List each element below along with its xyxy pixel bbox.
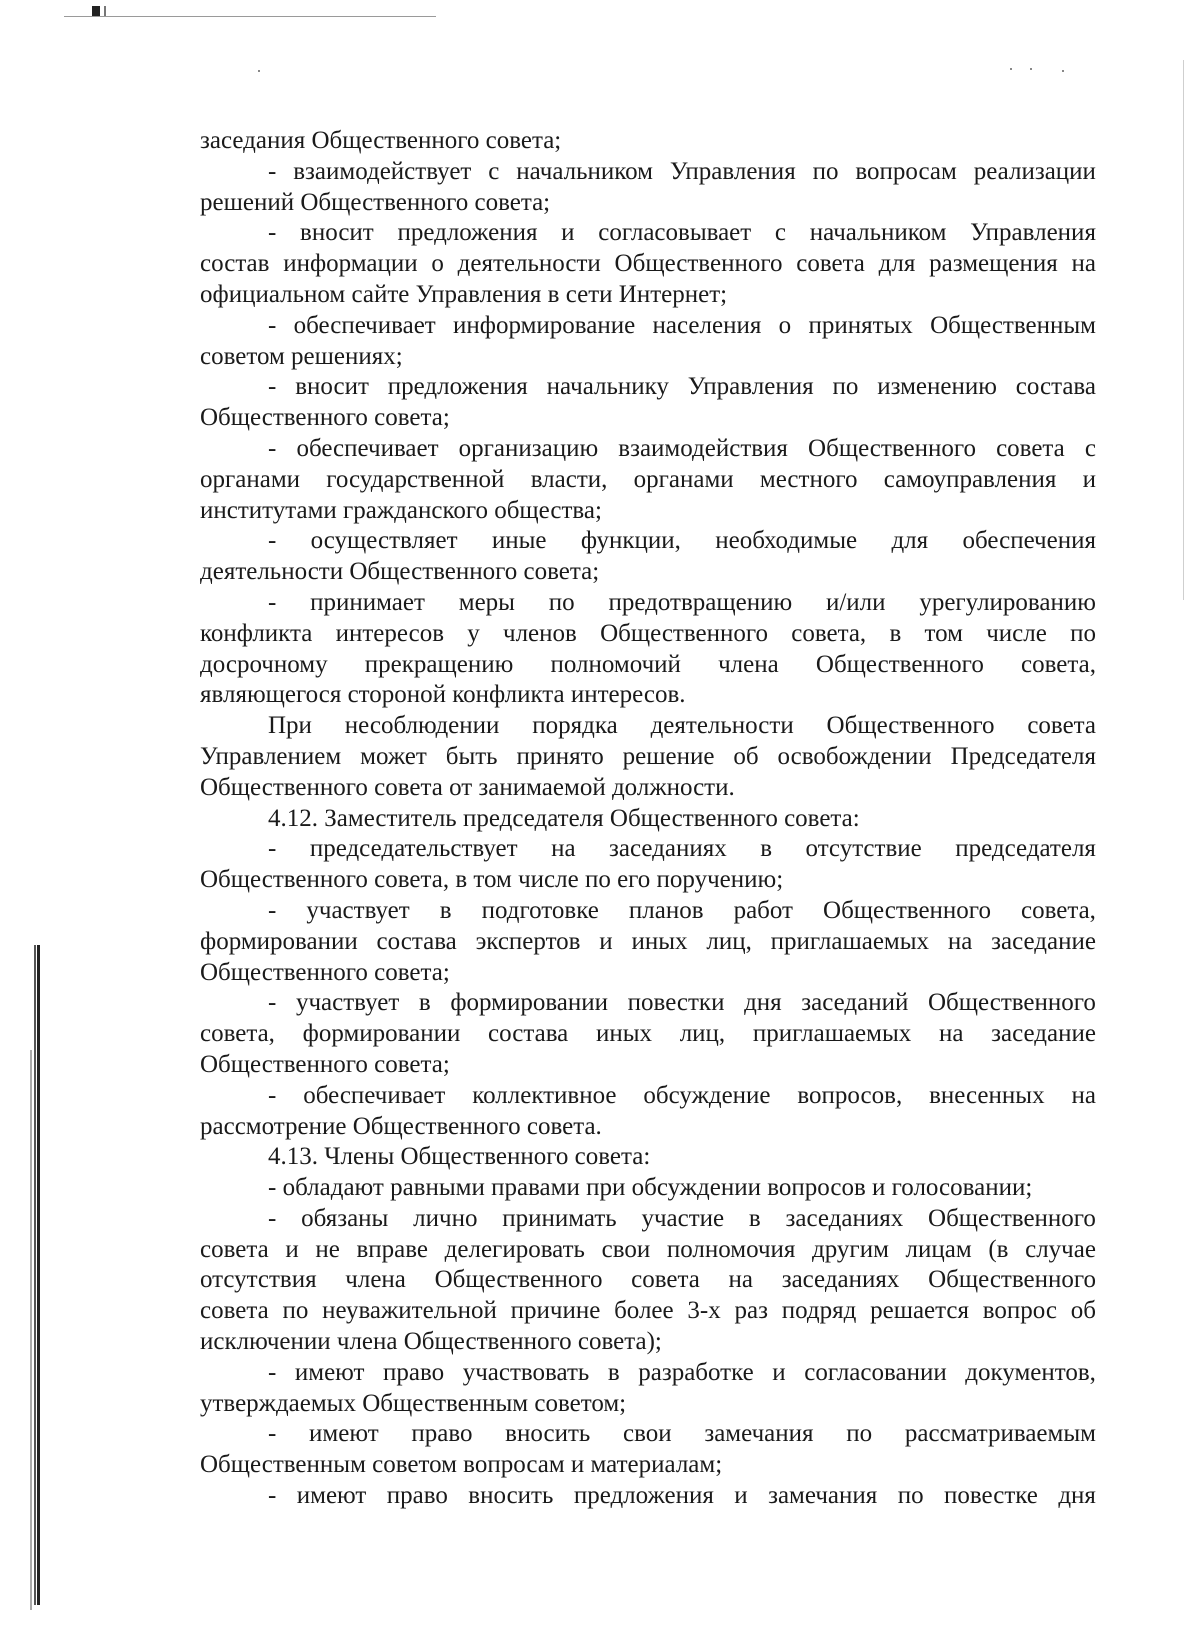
word: свои — [601, 1235, 651, 1263]
word: о — [778, 311, 792, 339]
word: иных — [631, 927, 688, 955]
word: члена — [345, 1266, 406, 1294]
word: Управления — [669, 157, 796, 185]
word: рассматриваемым — [904, 1420, 1096, 1448]
word: заседаниях — [609, 835, 727, 863]
text-line: утверждаемых Общественным советом; — [200, 1389, 627, 1417]
word: и — [1082, 465, 1096, 493]
word: меры — [458, 588, 515, 616]
word: работ — [733, 896, 793, 924]
text-line — [200, 1081, 1096, 1112]
word: лиц, — [679, 1020, 726, 1048]
word: прекращению — [364, 650, 514, 678]
word: может — [360, 742, 427, 770]
scan-artifact-dot — [1062, 70, 1064, 72]
word: обеспечивает — [303, 1081, 446, 1109]
word: делегировать — [444, 1235, 585, 1263]
word: Общественного — [826, 712, 995, 740]
word: органами — [633, 465, 734, 493]
word: досрочному — [200, 650, 328, 678]
word: с — [488, 157, 500, 185]
word: 3-х — [687, 1297, 721, 1325]
word: обеспечения — [962, 527, 1096, 555]
text-line — [200, 434, 1096, 465]
word: предложения — [573, 1482, 714, 1510]
word: с — [1084, 434, 1096, 462]
word: участие — [641, 1204, 725, 1232]
text-line: 4.13. Члены Общественного совета: — [268, 1143, 651, 1171]
scan-artifact-dot — [258, 70, 260, 72]
word: совета, — [1021, 896, 1096, 924]
word: участвует — [295, 989, 400, 1017]
text-line — [200, 157, 1096, 188]
word: не — [315, 1235, 340, 1263]
text-line: 4.12. Заместитель председателя Общественного совета: — [268, 804, 860, 832]
text-line — [200, 311, 1096, 342]
word: в — [748, 1204, 761, 1232]
word: и — [599, 927, 613, 955]
word: - — [268, 1482, 277, 1510]
text-line: Общественного совета, в том числе по его поручению; — [200, 866, 784, 894]
word: планов — [628, 896, 704, 924]
text-line: исключении члена Общественного совета); — [200, 1328, 662, 1356]
word: обеспечивает — [293, 311, 436, 339]
word: решается — [870, 1297, 969, 1325]
word: информации — [283, 250, 418, 278]
word: внесенных — [929, 1081, 1045, 1109]
text-line — [200, 1419, 1096, 1450]
text-line — [200, 372, 1096, 403]
text-line: решений Общественного совета; — [200, 188, 551, 216]
word: о — [431, 250, 444, 278]
word: случае — [1025, 1235, 1096, 1263]
word: раз — [734, 1297, 768, 1325]
word: - — [268, 835, 277, 863]
word: с — [774, 219, 787, 247]
word: государственной — [326, 465, 505, 493]
word: состава — [1015, 373, 1096, 401]
word: вносить — [505, 1420, 591, 1448]
word: об — [733, 742, 759, 770]
word: председательствует — [309, 835, 518, 863]
text-line — [200, 711, 1096, 742]
word: принято — [516, 742, 604, 770]
word: и — [734, 1482, 748, 1510]
word: Общественного — [434, 1266, 603, 1294]
word: предложения — [397, 219, 538, 247]
word: совета, — [1021, 650, 1096, 678]
word: организацию — [458, 434, 599, 462]
word: вправе — [356, 1235, 429, 1263]
word: состав — [200, 250, 270, 278]
word: власти, — [530, 465, 608, 493]
text-line: Общественного совета; — [200, 404, 450, 432]
text-line: являющегося стороной конфликта интересов. — [200, 681, 686, 709]
word: Председателя — [950, 742, 1096, 770]
word: право — [383, 1358, 445, 1386]
text-line: институтами гражданского общества; — [200, 496, 602, 524]
word: совета — [1027, 712, 1096, 740]
word: - — [268, 1358, 277, 1386]
word: в — [418, 989, 431, 1017]
word: заседание — [991, 927, 1096, 955]
word: повестки — [627, 989, 725, 1017]
word: и — [772, 1358, 786, 1386]
word: - — [268, 1081, 277, 1109]
text-line — [200, 1296, 1096, 1327]
scan-artifact-dot — [1010, 68, 1012, 70]
word: приглашаемых — [752, 1020, 912, 1048]
word: состава — [376, 927, 457, 955]
word: подготовке — [481, 896, 599, 924]
word: Общественного — [614, 250, 783, 278]
word: имеют — [296, 1482, 367, 1510]
word: имеют — [309, 1420, 379, 1448]
word: лиц, — [706, 927, 752, 955]
word: - — [268, 896, 277, 924]
word: дня — [744, 989, 782, 1017]
word: документов, — [965, 1358, 1096, 1386]
word: заседаниях — [781, 1266, 900, 1294]
word: - — [268, 311, 277, 339]
word: полномочий — [550, 650, 681, 678]
word: по — [812, 157, 839, 185]
word: конфликта — [200, 619, 313, 647]
text-line — [200, 742, 1096, 773]
word: состава — [488, 1020, 569, 1048]
word: отсутствия — [200, 1266, 317, 1294]
word: у — [467, 619, 480, 647]
word: свои — [623, 1420, 672, 1448]
word: - — [268, 527, 277, 555]
word: Общественного — [823, 896, 991, 924]
scan-artifact-binding — [34, 945, 40, 1605]
word: иные — [491, 527, 547, 555]
word: реализации — [973, 157, 1096, 185]
word: разработке — [638, 1358, 754, 1386]
text-line — [200, 650, 1096, 681]
text-line — [200, 988, 1096, 1019]
text-line — [200, 526, 1096, 557]
word: предложения — [387, 373, 528, 401]
word: на — [1071, 250, 1096, 278]
text-line — [200, 465, 1096, 496]
text-line — [200, 1358, 1096, 1389]
word: неуважительной — [322, 1297, 497, 1325]
word: вносит — [295, 373, 369, 401]
word: - — [268, 373, 277, 401]
word: на — [728, 1266, 754, 1294]
word: совета — [796, 250, 865, 278]
word: вопросов, — [797, 1081, 903, 1109]
word: в — [889, 619, 902, 647]
text-line — [200, 927, 1096, 958]
word: согласовании — [804, 1358, 947, 1386]
text-line: Общественного совета; — [200, 1050, 450, 1078]
word: причине — [510, 1297, 601, 1325]
word: на — [1071, 1081, 1096, 1109]
word: и/или — [825, 588, 886, 616]
word: совета — [996, 434, 1065, 462]
word: право — [386, 1482, 448, 1510]
word: участвует — [306, 896, 410, 924]
word: вопросам — [855, 157, 957, 185]
word: в — [760, 835, 773, 863]
word: взаимодействует — [293, 157, 472, 185]
scan-artifact-line — [64, 16, 436, 17]
text-line: - обладают равными правами при обсуждении вопросов и голосовании; — [268, 1174, 1033, 1202]
word: для — [878, 250, 916, 278]
word: обеспечивает — [296, 434, 439, 462]
word: урегулированию — [919, 588, 1096, 616]
word: принимает — [310, 588, 425, 616]
word: повестке — [944, 1482, 1038, 1510]
word: отсутствие — [805, 835, 922, 863]
word: дня — [1058, 1482, 1096, 1510]
word: (в — [988, 1235, 1009, 1263]
word: Общественного — [600, 619, 768, 647]
text-line: рассмотрение Общественного совета. — [200, 1112, 602, 1140]
scan-artifact-edge — [1183, 60, 1184, 600]
word: на — [938, 1020, 964, 1048]
text-line: деятельности Общественного совета; — [200, 558, 600, 586]
word: Общественного — [808, 434, 976, 462]
word: осуществляет — [310, 527, 458, 555]
text-line — [200, 249, 1096, 280]
word: заседаний — [801, 989, 909, 1017]
word: Общественного — [928, 1204, 1096, 1232]
word: лицам — [905, 1235, 972, 1263]
word: и — [561, 219, 575, 247]
text-line — [200, 1265, 1096, 1296]
word: Управления — [687, 373, 814, 401]
word: интересов — [335, 619, 444, 647]
word: вопрос — [982, 1297, 1057, 1325]
word: - — [268, 989, 277, 1017]
text-line — [200, 1235, 1096, 1266]
word: - — [268, 157, 277, 185]
text-line — [200, 1204, 1096, 1235]
word: местного — [759, 465, 858, 493]
word: для — [891, 527, 929, 555]
word: решение — [622, 742, 715, 770]
word: информирование — [453, 311, 636, 339]
word: заседание — [991, 1020, 1096, 1048]
word: по — [846, 1420, 873, 1448]
word: согласовывает — [598, 219, 752, 247]
word: быть — [445, 742, 498, 770]
word: Управления — [970, 219, 1096, 247]
word: об — [1070, 1297, 1096, 1325]
word: освобождении — [777, 742, 932, 770]
word: замечания — [768, 1482, 878, 1510]
text-line — [200, 896, 1096, 927]
text-line: Общественным советом вопросам и материалам; — [200, 1451, 723, 1479]
word: экспертов — [475, 927, 581, 955]
word: числе — [986, 619, 1047, 647]
word: необходимые — [715, 527, 858, 555]
word: формировании — [450, 989, 609, 1017]
word: формировании — [302, 1020, 461, 1048]
text-line: официальном сайте Управления в сети Интернет; — [200, 280, 728, 308]
word: иных — [595, 1020, 653, 1048]
word: вносит — [300, 219, 374, 247]
word: - — [268, 434, 277, 462]
text-line — [200, 619, 1096, 650]
word: приглашаемых — [770, 927, 930, 955]
scan-artifact-dot — [1030, 68, 1032, 70]
word: более — [614, 1297, 674, 1325]
word: изменению — [877, 373, 997, 401]
word: При — [268, 712, 312, 740]
word: другим — [812, 1235, 889, 1263]
word: заседаниях — [785, 1204, 904, 1232]
word: Общественного — [928, 989, 1096, 1017]
word: Общественного — [928, 1266, 1096, 1294]
word: несоблюдении — [344, 712, 500, 740]
word: органами — [200, 465, 301, 493]
word: по — [897, 1482, 924, 1510]
word: на — [947, 927, 973, 955]
word: совета — [200, 1297, 269, 1325]
word: и — [285, 1235, 299, 1263]
word: порядка — [532, 712, 618, 740]
word: по — [548, 588, 575, 616]
text-line: Общественного совета от занимаемой должности. — [200, 773, 735, 801]
word: обсуждение — [643, 1081, 771, 1109]
word: начальником — [809, 219, 947, 247]
word: начальником — [516, 157, 653, 185]
text-line — [200, 1481, 1096, 1512]
word: совета, — [200, 1020, 275, 1048]
word: размещения — [929, 250, 1058, 278]
word: - — [268, 588, 277, 616]
word: имеют — [294, 1358, 365, 1386]
word: совета — [200, 1235, 269, 1263]
text-line: заседания Общественного совета; — [200, 127, 562, 154]
word: по — [832, 373, 859, 401]
word: Управлением — [200, 742, 342, 770]
text-line — [200, 1019, 1096, 1050]
word: участвовать — [462, 1358, 590, 1386]
word: коллективное — [472, 1081, 617, 1109]
text-line — [200, 834, 1096, 865]
word: - — [268, 219, 277, 247]
word: по — [1070, 619, 1096, 647]
word: подряд — [781, 1297, 857, 1325]
word: члена — [718, 650, 779, 678]
word: полномочия — [666, 1235, 796, 1263]
word: право — [411, 1420, 473, 1448]
text-line: советом решениях; — [200, 342, 403, 370]
word: деятельности — [457, 250, 601, 278]
word: предотвращению — [608, 588, 793, 616]
word: в — [607, 1358, 620, 1386]
word: деятельности — [650, 712, 794, 740]
word: - — [268, 1204, 277, 1232]
text-line: Общественного совета; — [200, 958, 450, 986]
word: взаимодействия — [618, 434, 788, 462]
word: начальнику — [546, 373, 669, 401]
word: Общественным — [930, 311, 1096, 339]
word: принимать — [502, 1204, 617, 1232]
word: принятых — [808, 311, 913, 339]
word: самоуправления — [883, 465, 1057, 493]
word: на — [551, 835, 576, 863]
document-body — [200, 126, 1096, 1512]
word: формировании — [200, 927, 358, 955]
text-line — [200, 588, 1096, 619]
word: по — [282, 1297, 309, 1325]
word: - — [268, 1420, 277, 1448]
word: совета — [631, 1266, 700, 1294]
word: лично — [413, 1204, 478, 1232]
word: населения — [652, 311, 762, 339]
scan-artifact-binding — [30, 1050, 32, 1610]
word: замечания — [704, 1420, 814, 1448]
word: Общественного — [815, 650, 984, 678]
word: совета, — [791, 619, 867, 647]
word: том — [924, 619, 963, 647]
text-line — [200, 218, 1096, 249]
word: вносить — [468, 1482, 554, 1510]
word: членов — [503, 619, 577, 647]
word: функции, — [580, 527, 681, 555]
word: в — [439, 896, 452, 924]
word: председателя — [955, 835, 1096, 863]
word: обязаны — [301, 1204, 389, 1232]
